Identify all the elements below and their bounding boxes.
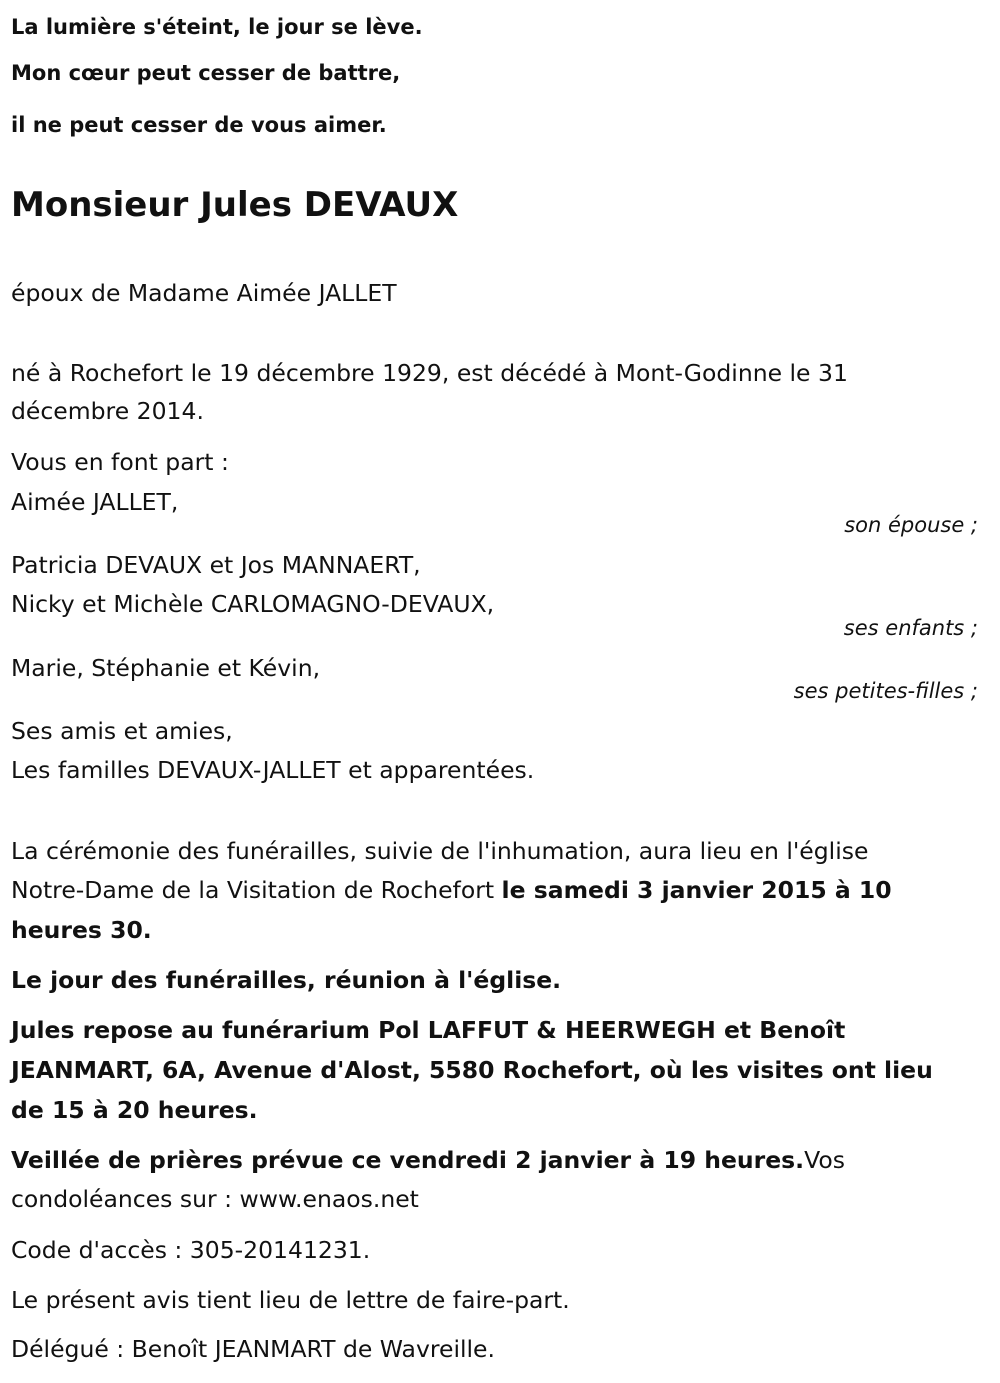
vigil-line — [11, 1140, 845, 1180]
notice-text: Le présent avis tient lieu de lettre de faire-part. — [11, 1286, 570, 1314]
repose-line: JEANMART, 6A, Avenue d'Alost, 5580 Rochefort, où les visites ont lieu — [11, 1056, 933, 1084]
epigraph-line: La lumière s'éteint, le jour se lève. — [11, 15, 423, 39]
birth-death-line: décembre 2014. — [11, 397, 204, 425]
ceremony-line: La cérémonie des funérailles, suivie de l'inhumation, aura lieu en l'église — [11, 837, 869, 865]
birth-death-line: né à Rochefort le 19 décembre 1929, est décédé à Mont-Godinne le 31 — [11, 359, 848, 387]
delegate-text: Délégué : Benoît JEANMART de Wavreille. — [11, 1335, 495, 1363]
announce-text: Vous en font part : — [11, 448, 229, 476]
ceremony-date: le samedi 3 janvier 2015 à 10 — [501, 876, 892, 904]
repose-line: Jules repose au funérarium Pol LAFFUT & HEERWEGH et Benoît — [11, 1016, 846, 1044]
family-relation: ses petites-filles ; — [793, 679, 978, 703]
others-line: Ses amis et amies, — [11, 717, 233, 745]
page-title: Monsieur Jules DEVAUX — [11, 185, 459, 225]
vigil-text: Veillée de prières prévue ce vendredi 2 janvier à 19 heures. — [11, 1146, 805, 1174]
ceremony-line — [11, 870, 892, 910]
ceremony-time: heures 30. — [11, 916, 152, 944]
family-name: Aimée JALLET, — [11, 488, 179, 516]
spouse-line: époux de Madame Aimée JALLET — [11, 279, 397, 307]
others-line: Les familles DEVAUX-JALLET et apparentées. — [11, 756, 535, 784]
ceremony-place: Notre-Dame de la Visitation de Rochefort — [11, 876, 502, 904]
family-name: Nicky et Michèle CARLOMAGNO-DEVAUX, — [11, 590, 495, 618]
repose-line: de 15 à 20 heures. — [11, 1096, 258, 1124]
family-name: Marie, Stéphanie et Kévin, — [11, 654, 321, 682]
family-name: Patricia DEVAUX et Jos MANNAERT, — [11, 551, 421, 579]
family-relation: ses enfants ; — [843, 616, 978, 640]
epigraph-line: il ne peut cesser de vous aimer. — [11, 113, 387, 137]
meeting-text: Le jour des funérailles, réunion à l'église. — [11, 966, 562, 994]
family-relation: son épouse ; — [844, 513, 978, 537]
access-code: Code d'accès : 305-20141231. — [11, 1236, 371, 1264]
condolences-start: Vos — [804, 1146, 845, 1174]
epigraph-line: Mon cœur peut cesser de battre, — [11, 61, 401, 85]
condolences-line: condoléances sur : www.enaos.net — [11, 1185, 419, 1213]
